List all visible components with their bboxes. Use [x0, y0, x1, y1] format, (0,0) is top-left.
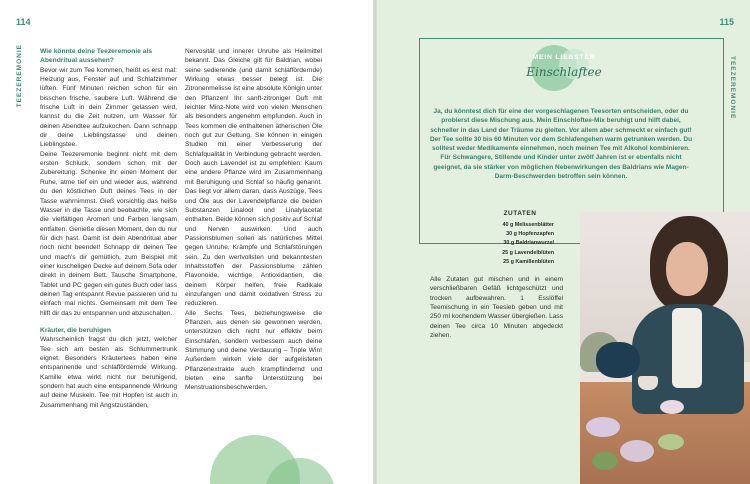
- paragraph: Bevor wir zum Tee kommen, heißt es erst mal: Heizung aus, Fenster auf und Schlafzimmer lüften. Fünf Minuten reichen schon für ein bisschen frische, saubere Luft. Während die frische Luft in dein Zimmer gelassen wird, kannst du die Zeit nutzen, um Wasser für deinen Abendtee aufzukochen. Dann schnapp dir deine Lieblingstasse und deinen Lieblingstee.: [40, 66, 177, 149]
- herb-bowl: [592, 452, 618, 470]
- recipe-badge: [519, 45, 609, 95]
- paragraph: Deine Teezeremonie beginnt nicht mit dem ersten Schluck, sondern schon mit der Zubereitung. Schenke ihr einen Moment der Ruhe, atme tief ein und wieder aus, während du den köstlichen Duft deines Tees in der Tasse wahrnimmst. Gieß vorsichtig das heiße Wasser in die Tasse und beobachte, wie sich die vielfältigen Aromen und Farben langsam entfalten. Genieße diesen Moment, den du nur für dich hast. Damit ist dein Abendritual aber noch nicht beendet! Schnapp dir deinen Tee und mach's dir gemütlich, zum Beispiel mit einer kuscheligen Decke auf deinem Sofa oder direkt in deinem Bett. Tausche Smartphone, Tablet und PC gegen ein gutes Buch oder lass deinen Tag entspannt Revue passieren und tu einfach mal nichts. Gemeinsam mit dem Tee hilft dir das zu entspannen und abzuschalten.: [40, 150, 177, 317]
- ingredients-title: ZUTATEN: [503, 210, 537, 217]
- section-heading-kraeuter: Kräuter, die beruhigen: [40, 326, 111, 334]
- ingredient-item: 30 g Hopfenzapfen: [506, 231, 554, 238]
- tea-photo: [580, 212, 750, 484]
- herb-bowl: [620, 440, 654, 462]
- section-heading-abendritual: Wie könnte deine Teezeremonie als Abendritual aussehen?: [40, 48, 153, 65]
- page-number-right: 115: [719, 17, 734, 27]
- herb-bowl: [658, 434, 684, 450]
- teacup-icon: [638, 376, 658, 390]
- badge-title: MEIN LIEBSTER: [532, 54, 596, 61]
- ingredient-item: 25 g Kamillenblüten: [503, 258, 554, 265]
- preparation-instructions: Alle Zutaten gut mischen und in einem verschließbaren Gefäß lichtgeschützt und trocken aufbewahren. 1 Esslöffel Teemischung in ein Teesieb geben und mit 250 ml kochendem Wasser übergießen. Lass deinen Tee circa 10 Minuten abgedeckt ziehen.: [430, 276, 563, 340]
- badge-script-title: Einschlaftee: [526, 65, 602, 79]
- text-column-1: [40, 47, 177, 410]
- ingredient-item: 30 g Baldrianwurzel: [503, 240, 554, 247]
- ingredient-item: 25 g Lavendelblüten: [502, 249, 554, 256]
- photo-shirt: [672, 308, 702, 388]
- herb-bowl: [586, 417, 620, 437]
- paragraph: Alle Sechs Tees, beziehungsweise die Pflanzen, aus denen sie gewonnen werden, unterstützen dich nicht nur effektiv beim Einschlafen, sondern verbessern auch deine Stimmung und deine Verdauung – Triple Win! Außerdem wirken viele der aufgelisteten Pflanzenextrakte auch krampflindernd und bieten eine sanfte Unterstützung bei Menstruationsbeschwerden.: [185, 309, 322, 392]
- ingredients-list: [445, 221, 554, 267]
- right-page: [375, 0, 750, 484]
- paragraph: Wahrscheinlich fragst du dich jetzt, welcher Tee sich am besten als Schlummertrunk eignet. Besonders Kräutertees haben eine entspannende und schlaffördernde Wirkung. Kamille etwa wirkt nicht nur beruhigend, sondern hat auch eine entspannende Wirkung auf deine Muskeln. Tee mit Hopfen ist auch in Zusammenhang mit Angstzuständen,: [40, 336, 177, 409]
- teapot-icon: [596, 342, 640, 378]
- side-label-right: TEEZEREMONIE: [729, 56, 736, 120]
- text-column-2: [185, 47, 322, 393]
- page-number-left: 114: [16, 17, 31, 27]
- ingredient-item: 40 g Melissenblätter: [502, 222, 554, 228]
- recipe-intro-text: Ja, du könntest dich für eine der vorgeschlagenen Teesorten entscheiden, oder du probierst diese Mischung aus. Mein Einschloftee-Mix beruhigt und hilft dabei, schneller in das Land der Träume zu gleiten. Vor allem aber schmeckt er einfach gut! Der Tee sollte 30 bis 60 Minuten vor dem Schlafengehen warm getrunken werden. Du solltest weder Medikamente einnehmen, noch meinen Tee mit Alkohol kombinieren. Für Schwangere, Stillende und Kinder unter zwölf Jahren ist er ebenfalls nicht geeignet, da sie stärker von möglichen Nebenwirkungen des Baldrians wie Magen-Darm-Beschwerden betroffen sein können.: [429, 108, 693, 181]
- side-label-left: TEEZEREMONIE: [16, 44, 23, 108]
- book-gutter: [373, 0, 377, 484]
- paragraph: Nervosität und innerer Unruhe als Heilmittel bekannt. Das Gleiche gilt für Baldrian, wobei seine sedierende (und damit schlaffördernde) Wirkung etwas besser belegt ist. Die Zitronenmelisse ist eine absolute Königin unter den Pflanzen! Ihr sanft-zitroniger Duft mit leichter Minz-Note wird von vielen Menschen als besonders angenehm empfunden. Auch in Tees kommen die enthaltenen ätherischen Öle noch gut zur Geltung. Sie können in einigen Studien mit einer Verbesserung der Schlafqualität in Verbindung gebracht werden. Doch auch Lavendel ist zu empfehlen: Kaum eine andere Pflanze wird im Zusammenhang mit Beruhigung und Schlaf so häufig genannt. Das liegt vor allem daran, dass Auszüge, Tees und Öle aus der Lavendelpflanze die beiden Substanzen Linalool und Linalylacetat enthalten. Beide können sich positiv auf Schlaf und Nerven auswirken. Und auch Passionsblumen sollen als natürliches Mittel gegen Unruhe, Krämpfe und Schlafstörungen sein. Zu den wertvollsten und bekanntesten Inhaltsstoffen der Passionsblume zählen Flavonoide, wichtige Antioxidantien, die deinem Körper helfen, freie Radikale einzufangen und damit oxidativen Stress zu reduzieren.: [185, 48, 322, 308]
- teacup-icon: [660, 400, 684, 414]
- photo-face: [666, 242, 708, 296]
